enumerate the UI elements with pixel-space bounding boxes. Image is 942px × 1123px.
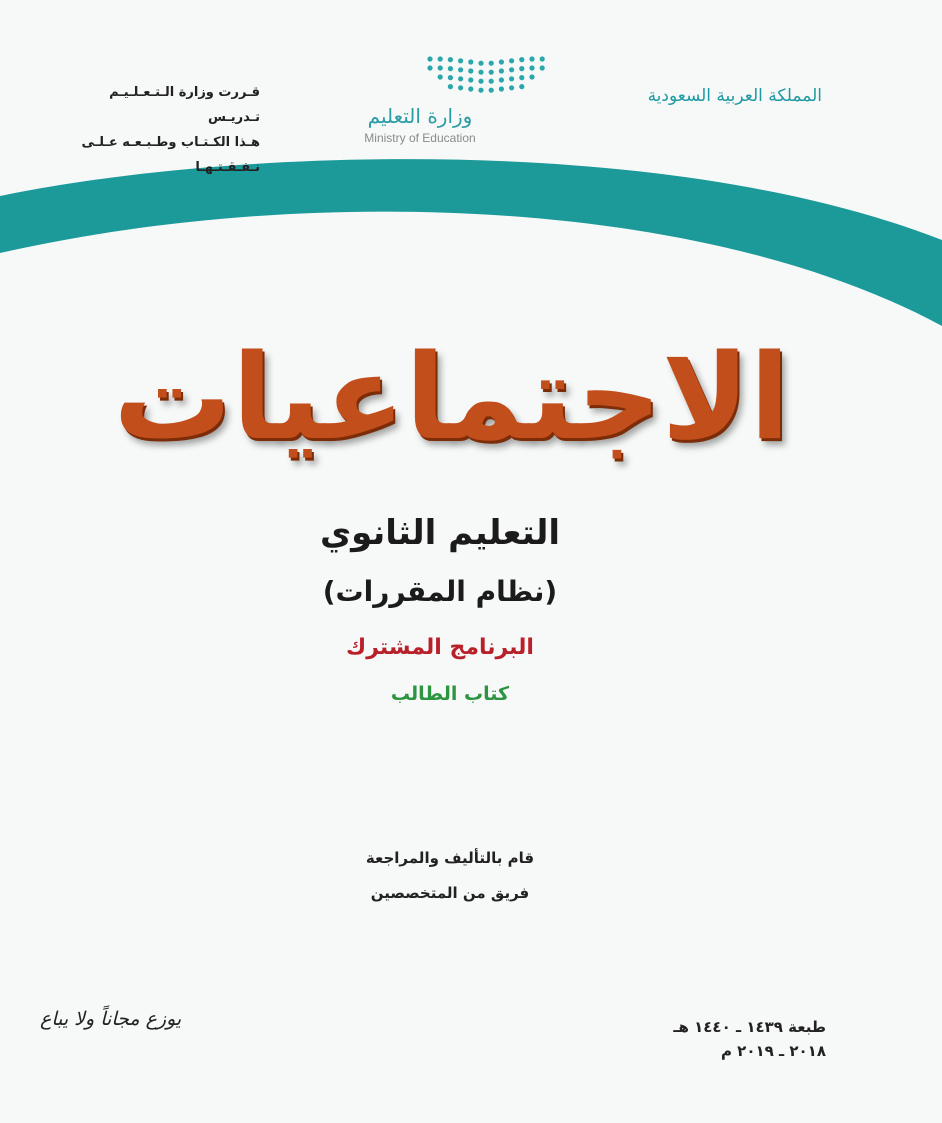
edition-info bbox=[630, 1015, 826, 1063]
ministry-name-arabic: وزارة التعليم bbox=[367, 104, 473, 128]
approval-statement bbox=[60, 80, 260, 180]
edition-gregorian: ٢٠١٨ ـ ٢٠١٩ م bbox=[720, 1042, 826, 1060]
free-distribution-note: يوزع مجاناً ولا يباع bbox=[40, 1008, 182, 1030]
education-level: التعليم الثانوي bbox=[319, 513, 561, 553]
author-team: فريق من المتخصصين bbox=[370, 884, 530, 902]
edition-hijri: طبعة ١٤٣٩ ـ ١٤٤٠ هـ bbox=[673, 1018, 826, 1036]
approval-line-2: هـذا الكـتـاب وطـبـعـه عـلـى نـفـقـتـهـا bbox=[81, 135, 260, 175]
program-name: البرنامج المشترك bbox=[346, 635, 534, 660]
ministry-name-english: Ministry of Education bbox=[364, 131, 476, 145]
course-system: (نظام المقررات) bbox=[322, 575, 558, 608]
book-type: كتاب الطالب bbox=[390, 683, 510, 705]
authored-by: قام بالتأليف والمراجعة bbox=[365, 849, 535, 867]
kingdom-name: المملكة العربية السعودية bbox=[647, 86, 822, 106]
approval-line-1: قـررت وزارة الـتـعـلـيـم تـدريـس bbox=[109, 85, 260, 125]
book-title: الاجتماعيات bbox=[113, 328, 790, 466]
ministry-logo-icon bbox=[424, 54, 548, 96]
